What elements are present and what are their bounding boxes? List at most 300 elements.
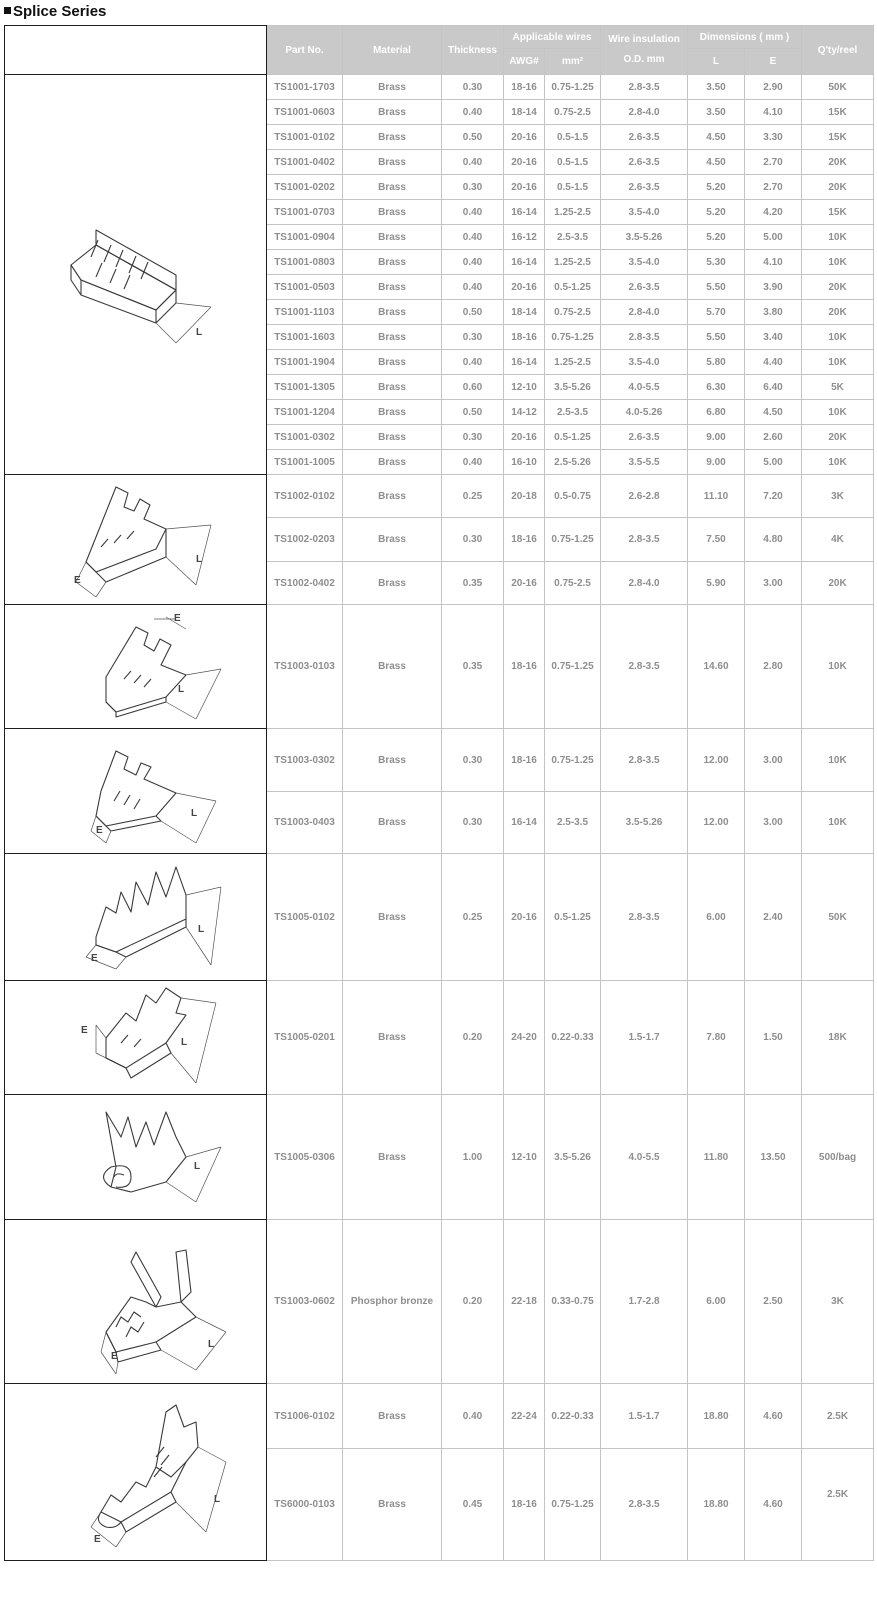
material-cell: Brass: [343, 425, 442, 450]
part-no-cell: TS1002-0402: [267, 562, 343, 605]
dim-e-cell: 3.00: [745, 792, 802, 854]
table-body: [5, 75, 874, 1561]
mm2-cell: 0.5-1.5: [545, 175, 601, 200]
dim-l-cell: 5.70: [688, 300, 745, 325]
part-no-cell: TS1001-0402: [267, 150, 343, 175]
thickness-cell: 0.30: [442, 729, 504, 792]
mm2-cell: 0.5-1.5: [545, 150, 601, 175]
qty-cell: 18K: [802, 981, 874, 1095]
insulation-od-cell: 2.6-2.8: [601, 475, 688, 518]
part-no-cell: TS1001-0904: [267, 225, 343, 250]
part-no-cell: TS1002-0203: [267, 518, 343, 562]
part-no-cell: TS1003-0602: [267, 1220, 343, 1384]
dim-e-cell: 2.50: [745, 1220, 802, 1384]
mm2-cell: 0.75-1.25: [545, 325, 601, 350]
thickness-cell: 0.20: [442, 981, 504, 1095]
material-cell: Brass: [343, 450, 442, 475]
thickness-cell: 0.40: [442, 200, 504, 225]
dim-l-cell: 5.90: [688, 562, 745, 605]
mm2-cell: 0.75-2.5: [545, 100, 601, 125]
awg-cell: 18-16: [504, 325, 545, 350]
mm2-cell: 3.5-5.26: [545, 1095, 601, 1220]
table-row: [5, 475, 874, 518]
product-image-cell: [5, 605, 267, 729]
part-no-cell: TS1001-1103: [267, 300, 343, 325]
dim-e-cell: 4.40: [745, 350, 802, 375]
dim-label-e: E: [110, 1350, 118, 1362]
dim-label-e: E: [90, 953, 98, 964]
product-image-cell: [5, 854, 267, 981]
dim-l-cell: 5.30: [688, 250, 745, 275]
dim-l-cell: 6.80: [688, 400, 745, 425]
insulation-od-cell: 2.8-3.5: [601, 1449, 688, 1561]
thickness-cell: 0.40: [442, 1384, 504, 1449]
insulation-od-cell: 1.7-2.8: [601, 1220, 688, 1384]
insulation-od-cell: 3.5-4.0: [601, 350, 688, 375]
dim-l-cell: 5.20: [688, 175, 745, 200]
insulation-od-cell: 2.8-3.5: [601, 75, 688, 100]
dim-e-cell: 13.50: [745, 1095, 802, 1220]
awg-cell: 24-20: [504, 981, 545, 1095]
thickness-cell: 0.40: [442, 100, 504, 125]
thickness-header: Thickness: [442, 26, 504, 75]
awg-cell: 16-14: [504, 350, 545, 375]
mm2-cell: 2.5-5.26: [545, 450, 601, 475]
part-no-cell: TS1003-0302: [267, 729, 343, 792]
dim-e-cell: 4.60: [745, 1384, 802, 1449]
qty-cell: 20K: [802, 425, 874, 450]
part-no-cell: TS1002-0102: [267, 475, 343, 518]
thickness-cell: 0.40: [442, 450, 504, 475]
material-cell: Brass: [343, 1384, 442, 1449]
part-no-cell: TS6000-0103: [267, 1449, 343, 1561]
material-cell: Brass: [343, 200, 442, 225]
dim-l-cell: 9.00: [688, 425, 745, 450]
product-image-cell: [5, 1095, 267, 1220]
qty-cell: 10K: [802, 450, 874, 475]
thickness-cell: 0.20: [442, 1220, 504, 1384]
thickness-cell: 0.40: [442, 350, 504, 375]
thickness-cell: 0.40: [442, 150, 504, 175]
qty-cell: 10K: [802, 400, 874, 425]
thickness-cell: 0.40: [442, 250, 504, 275]
mm2-cell: 3.5-5.26: [545, 375, 601, 400]
wire-insulation-header-line2: O.D. mm: [623, 54, 665, 65]
dim-e-cell: 7.20: [745, 475, 802, 518]
dim-l-cell: 5.50: [688, 275, 745, 300]
insulation-od-cell: 2.8-3.5: [601, 854, 688, 981]
part-no-header: Part No.: [267, 26, 343, 75]
material-cell: Brass: [343, 125, 442, 150]
qty-cell: 15K: [802, 200, 874, 225]
insulation-od-cell: 2.8-3.5: [601, 605, 688, 729]
mm2-cell: 0.75-2.5: [545, 562, 601, 605]
part-no-cell: TS1003-0403: [267, 792, 343, 854]
dim-l-cell: 18.80: [688, 1449, 745, 1561]
table-row: [5, 1384, 874, 1449]
qty-cell: 3K: [802, 475, 874, 518]
mm2-cell: 2.5-3.5: [545, 792, 601, 854]
awg-cell: 20-16: [504, 175, 545, 200]
thickness-cell: 0.30: [442, 425, 504, 450]
dim-l-cell: 12.00: [688, 792, 745, 854]
applicable-wires-header: Applicable wires: [504, 26, 601, 49]
awg-cell: 12-10: [504, 1095, 545, 1220]
thickness-cell: 0.40: [442, 225, 504, 250]
part-no-cell: TS1006-0102: [267, 1384, 343, 1449]
qty-cell: 500/bag: [802, 1095, 874, 1220]
insulation-od-cell: 3.5-5.26: [601, 225, 688, 250]
dim-l-cell: 14.60: [688, 605, 745, 729]
dim-l-cell: 6.00: [688, 854, 745, 981]
material-cell: Brass: [343, 225, 442, 250]
mm2-cell: 2.5-3.5: [545, 400, 601, 425]
qty-cell: 50K: [802, 75, 874, 100]
splice-terminal-drawing-5: [36, 857, 236, 977]
material-cell: Brass: [343, 792, 442, 854]
dim-e-cell: 4.80: [745, 518, 802, 562]
awg-cell: 20-16: [504, 275, 545, 300]
mm2-cell: 0.5-0.75: [545, 475, 601, 518]
material-cell: Brass: [343, 325, 442, 350]
part-no-cell: TS1001-1703: [267, 75, 343, 100]
dim-l-cell: 3.50: [688, 100, 745, 125]
thickness-cell: 0.35: [442, 605, 504, 729]
mm2-cell: 0.75-2.5: [545, 300, 601, 325]
part-no-cell: TS1001-0202: [267, 175, 343, 200]
dim-l-cell: 18.80: [688, 1384, 745, 1449]
dim-e-cell: 2.80: [745, 605, 802, 729]
splice-terminal-drawing-4: [36, 731, 236, 851]
product-image-cell: [5, 729, 267, 854]
wire-insulation-header-line1: Wire insulation: [608, 34, 680, 45]
thickness-cell: 0.35: [442, 562, 504, 605]
part-no-cell: TS1003-0103: [267, 605, 343, 729]
awg-cell: 16-10: [504, 450, 545, 475]
dim-e-cell: 2.70: [745, 150, 802, 175]
dim-e-cell: 6.40: [745, 375, 802, 400]
page-title-text: Splice Series: [13, 3, 107, 20]
qty-cell: 2.5K: [802, 1384, 874, 1449]
awg-cell: 18-16: [504, 729, 545, 792]
qty-cell: 10K: [802, 325, 874, 350]
mm2-cell: 0.22-0.33: [545, 1384, 601, 1449]
dim-e-cell: 1.50: [745, 981, 802, 1095]
dim-l-cell: 4.50: [688, 125, 745, 150]
part-no-cell: TS1001-1005: [267, 450, 343, 475]
qty-cell: 5K: [802, 375, 874, 400]
thickness-cell: 0.30: [442, 325, 504, 350]
qty-cell: 4K: [802, 518, 874, 562]
part-no-cell: TS1005-0306: [267, 1095, 343, 1220]
dim-e-cell: 4.10: [745, 100, 802, 125]
awg-cell: 12-10: [504, 375, 545, 400]
material-cell: Brass: [343, 75, 442, 100]
insulation-od-cell: 2.8-4.0: [601, 100, 688, 125]
material-cell: Brass: [343, 981, 442, 1095]
splice-terminal-drawing-8: [36, 1222, 236, 1382]
dim-e-cell: 4.20: [745, 200, 802, 225]
table-row: [5, 729, 874, 792]
product-image-cell: [5, 1220, 267, 1384]
splice-terminal-drawing-9: [36, 1387, 236, 1557]
dim-l-cell: 5.20: [688, 200, 745, 225]
thickness-cell: 0.50: [442, 125, 504, 150]
insulation-od-cell: 2.6-3.5: [601, 150, 688, 175]
mm2-cell: 0.5-1.5: [545, 125, 601, 150]
mm2-cell: 1.25-2.5: [545, 250, 601, 275]
dim-l-cell: 11.80: [688, 1095, 745, 1220]
dim-l-header: L: [688, 49, 745, 75]
awg-cell: 16-14: [504, 792, 545, 854]
qty-cell: 20K: [802, 300, 874, 325]
awg-cell: 20-16: [504, 125, 545, 150]
insulation-od-cell: 1.5-1.7: [601, 1384, 688, 1449]
thickness-cell: 0.30: [442, 792, 504, 854]
qty-header: Q'ty/reel: [802, 26, 874, 75]
material-cell: Brass: [343, 350, 442, 375]
material-cell: Brass: [343, 562, 442, 605]
dim-e-cell: 2.60: [745, 425, 802, 450]
part-no-cell: TS1001-0503: [267, 275, 343, 300]
insulation-od-cell: 2.8-3.5: [601, 729, 688, 792]
splice-terminal-drawing-1: [36, 195, 236, 355]
dim-e-cell: 4.50: [745, 400, 802, 425]
mm2-cell: 2.5-3.5: [545, 225, 601, 250]
dim-label-l: L: [197, 924, 204, 935]
splice-terminal-drawing-6: [36, 983, 236, 1093]
mm2-cell: 0.33-0.75: [545, 1220, 601, 1384]
dim-l-cell: 9.00: [688, 450, 745, 475]
material-cell: Brass: [343, 475, 442, 518]
dim-e-cell: 5.00: [745, 225, 802, 250]
part-no-cell: TS1001-0102: [267, 125, 343, 150]
wire-insulation-header: [601, 26, 688, 75]
awg-cell: 18-16: [504, 605, 545, 729]
dim-l-cell: 6.30: [688, 375, 745, 400]
insulation-od-cell: 3.5-4.0: [601, 250, 688, 275]
dim-label-l: L: [190, 808, 197, 819]
awg-cell: 16-14: [504, 200, 545, 225]
table-header: [5, 26, 874, 75]
insulation-od-cell: 3.5-5.26: [601, 792, 688, 854]
awg-cell: 20-16: [504, 425, 545, 450]
insulation-od-cell: 2.8-4.0: [601, 300, 688, 325]
product-image-cell: [5, 981, 267, 1095]
insulation-od-cell: 2.6-3.5: [601, 125, 688, 150]
dim-e-cell: 3.90: [745, 275, 802, 300]
thickness-cell: 0.60: [442, 375, 504, 400]
thickness-cell: 0.30: [442, 518, 504, 562]
dim-label-l: L: [195, 326, 202, 338]
thickness-cell: 0.50: [442, 400, 504, 425]
dim-l-cell: 11.10: [688, 475, 745, 518]
mm2-cell: 0.5-1.25: [545, 425, 601, 450]
insulation-od-cell: 2.6-3.5: [601, 425, 688, 450]
qty-cell: 20K: [802, 562, 874, 605]
mm2-header: mm²: [545, 49, 601, 75]
dim-l-cell: 5.20: [688, 225, 745, 250]
mm2-cell: 0.5-1.25: [545, 275, 601, 300]
splice-terminal-drawing-2: [36, 477, 236, 602]
awg-cell: 20-16: [504, 150, 545, 175]
product-image-cell: [5, 75, 267, 475]
insulation-od-cell: 3.5-5.5: [601, 450, 688, 475]
dim-label-l: L: [213, 1494, 220, 1505]
dim-l-cell: 6.00: [688, 1220, 745, 1384]
awg-header: AWG#: [504, 49, 545, 75]
splice-terminal-drawing-7: [36, 1097, 236, 1217]
thickness-cell: 0.25: [442, 475, 504, 518]
dim-label-l: L: [207, 1338, 214, 1350]
material-cell: Brass: [343, 1095, 442, 1220]
insulation-od-cell: 4.0-5.5: [601, 375, 688, 400]
mm2-cell: 1.25-2.5: [545, 200, 601, 225]
material-cell: Brass: [343, 400, 442, 425]
awg-cell: 20-16: [504, 854, 545, 981]
awg-cell: 16-12: [504, 225, 545, 250]
table-row: [5, 605, 874, 729]
thickness-cell: 1.00: [442, 1095, 504, 1220]
dim-label-l: L: [193, 1161, 200, 1172]
dim-e-cell: 5.00: [745, 450, 802, 475]
dim-l-cell: 3.50: [688, 75, 745, 100]
dim-e-cell: 3.40: [745, 325, 802, 350]
table-row: [5, 1095, 874, 1220]
part-no-cell: TS1001-0703: [267, 200, 343, 225]
awg-cell: 16-14: [504, 250, 545, 275]
page-title: [4, 3, 106, 20]
part-no-cell: TS1001-0302: [267, 425, 343, 450]
mm2-cell: 0.75-1.25: [545, 518, 601, 562]
material-cell: Brass: [343, 605, 442, 729]
mm2-cell: 0.5-1.25: [545, 854, 601, 981]
table-row: [5, 75, 874, 100]
awg-cell: 18-14: [504, 300, 545, 325]
dim-e-cell: 3.00: [745, 729, 802, 792]
insulation-od-cell: 4.0-5.26: [601, 400, 688, 425]
dim-e-cell: 2.70: [745, 175, 802, 200]
part-no-cell: TS1001-1603: [267, 325, 343, 350]
thickness-cell: 0.45: [442, 1449, 504, 1561]
dim-label-l: L: [177, 683, 184, 695]
product-image-cell: [5, 475, 267, 605]
part-no-cell: TS1001-1204: [267, 400, 343, 425]
insulation-od-cell: 2.8-3.5: [601, 325, 688, 350]
awg-cell: 18-16: [504, 518, 545, 562]
dim-e-cell: 4.10: [745, 250, 802, 275]
thickness-cell: 0.50: [442, 300, 504, 325]
part-no-cell: TS1005-0102: [267, 854, 343, 981]
material-cell: Brass: [343, 175, 442, 200]
qty-cell: 10K: [802, 729, 874, 792]
part-no-cell: TS1005-0201: [267, 981, 343, 1095]
thickness-cell: 0.25: [442, 854, 504, 981]
material-cell: Brass: [343, 729, 442, 792]
material-cell: Brass: [343, 100, 442, 125]
awg-cell: 14-12: [504, 400, 545, 425]
dim-e-header: E: [745, 49, 802, 75]
qty-cell: 10K: [802, 225, 874, 250]
part-no-cell: TS1001-0803: [267, 250, 343, 275]
qty-cell: 50K: [802, 854, 874, 981]
insulation-od-cell: 2.8-3.5: [601, 518, 688, 562]
awg-cell: 20-16: [504, 562, 545, 605]
material-cell: Brass: [343, 250, 442, 275]
material-cell: Brass: [343, 375, 442, 400]
qty-cell: 10K: [802, 792, 874, 854]
qty-cell: 10K: [802, 250, 874, 275]
insulation-od-cell: 2.6-3.5: [601, 275, 688, 300]
mm2-cell: 0.75-1.25: [545, 729, 601, 792]
dim-label-e: E: [173, 612, 181, 624]
mm2-cell: 0.75-1.25: [545, 1449, 601, 1561]
table-row: [5, 854, 874, 981]
dim-e-cell: 3.80: [745, 300, 802, 325]
part-no-cell: TS1001-0603: [267, 100, 343, 125]
dim-l-cell: 4.50: [688, 150, 745, 175]
awg-cell: 18-14: [504, 100, 545, 125]
dim-label-e: E: [73, 575, 81, 586]
awg-cell: 18-16: [504, 75, 545, 100]
dim-label-e: E: [95, 825, 103, 836]
part-no-cell: TS1001-1904: [267, 350, 343, 375]
dim-e-cell: 2.40: [745, 854, 802, 981]
insulation-od-cell: 1.5-1.7: [601, 981, 688, 1095]
insulation-od-cell: 4.0-5.5: [601, 1095, 688, 1220]
insulation-od-cell: 3.5-4.0: [601, 200, 688, 225]
thickness-cell: 0.40: [442, 275, 504, 300]
splice-spec-table: [4, 25, 874, 1561]
part-no-cell: TS1001-1305: [267, 375, 343, 400]
dim-label-e: E: [80, 1024, 88, 1036]
dim-l-cell: 5.50: [688, 325, 745, 350]
qty-cell: 3K: [802, 1220, 874, 1384]
square-bullet-icon: [4, 7, 11, 14]
awg-cell: 22-24: [504, 1384, 545, 1449]
table-row: [5, 981, 874, 1095]
qty-cell: 2.5K: [802, 1449, 874, 1561]
insulation-od-cell: 2.6-3.5: [601, 175, 688, 200]
qty-cell: 15K: [802, 125, 874, 150]
qty-cell: 20K: [802, 275, 874, 300]
material-header: Material: [343, 26, 442, 75]
dim-l-cell: 5.80: [688, 350, 745, 375]
qty-cell: 20K: [802, 150, 874, 175]
dim-e-cell: 3.00: [745, 562, 802, 605]
material-cell: Brass: [343, 854, 442, 981]
qty-cell: 15K: [802, 100, 874, 125]
dim-label-e: E: [93, 1534, 101, 1545]
qty-cell: 20K: [802, 175, 874, 200]
qty-cell: 10K: [802, 350, 874, 375]
insulation-od-cell: 2.8-4.0: [601, 562, 688, 605]
mm2-cell: 0.75-1.25: [545, 605, 601, 729]
material-cell: Phosphor bronze: [343, 1220, 442, 1384]
awg-cell: 22-18: [504, 1220, 545, 1384]
mm2-cell: 0.22-0.33: [545, 981, 601, 1095]
material-cell: Brass: [343, 300, 442, 325]
material-cell: Brass: [343, 150, 442, 175]
dim-e-cell: 4.60: [745, 1449, 802, 1561]
material-cell: Brass: [343, 1449, 442, 1561]
material-cell: Brass: [343, 275, 442, 300]
qty-cell: 10K: [802, 605, 874, 729]
dim-e-cell: 2.90: [745, 75, 802, 100]
dim-label-l: L: [195, 554, 202, 565]
image-column-header: [5, 26, 267, 75]
dim-l-cell: 7.80: [688, 981, 745, 1095]
